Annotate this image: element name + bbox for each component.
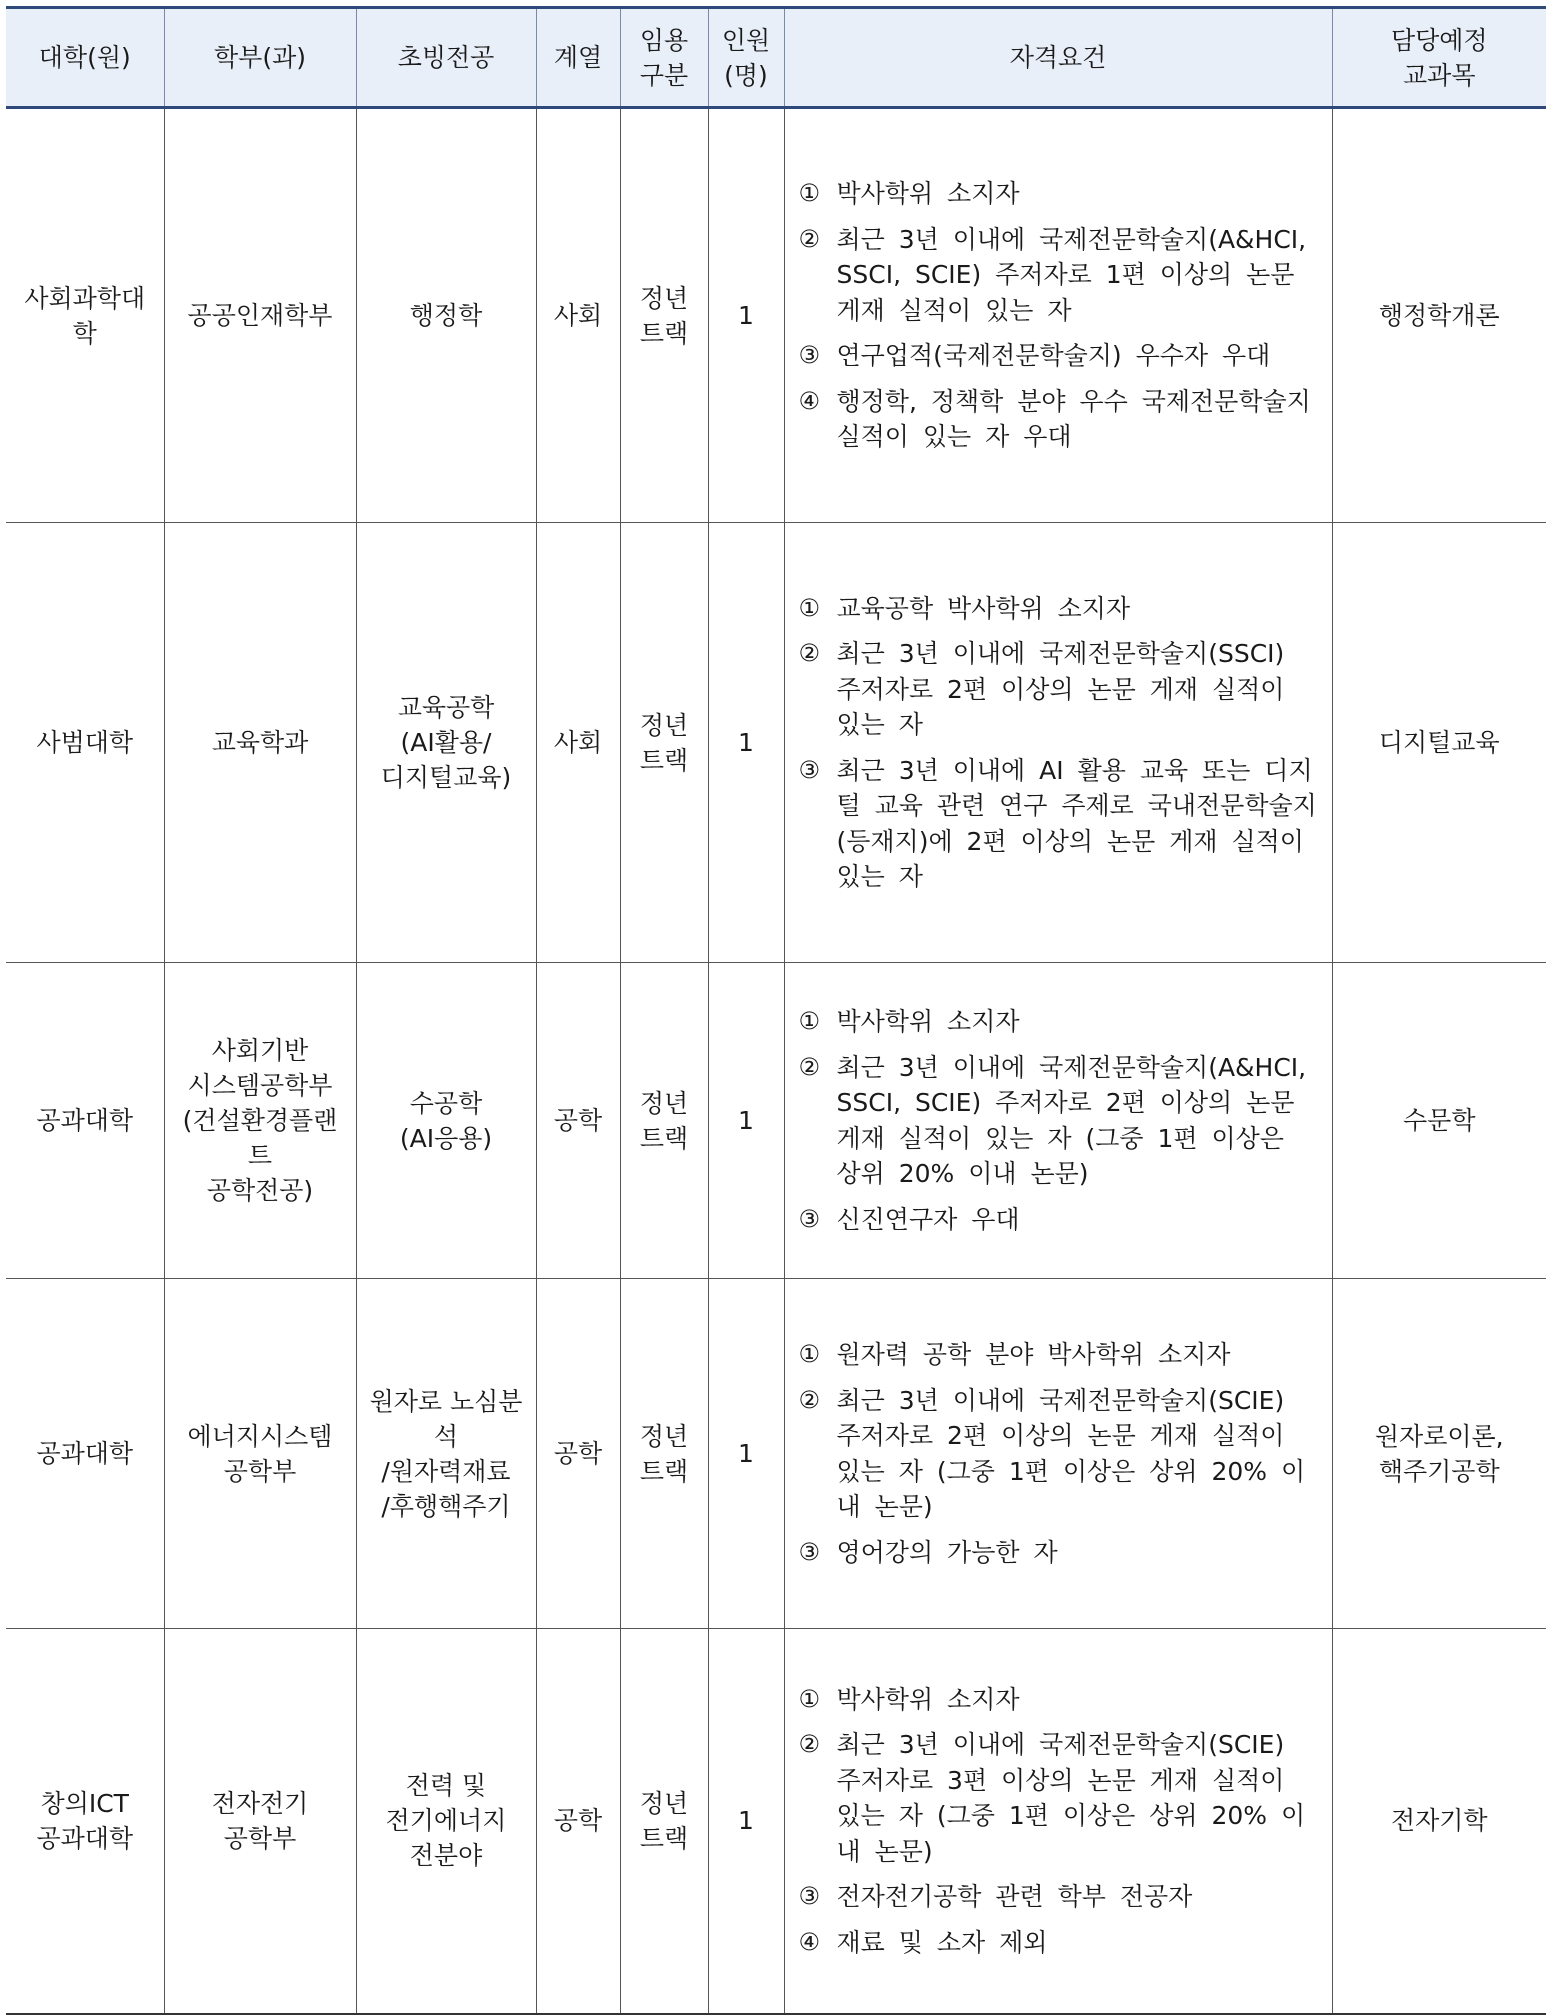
header-major: 초빙전공 xyxy=(356,8,536,108)
college-cell: 공과대학 xyxy=(6,963,164,1279)
header-type: 임용 구분 xyxy=(620,8,708,108)
qualification-item xyxy=(799,338,1318,374)
qualification-item xyxy=(799,1004,1318,1040)
qualification-text: 최근 3년 이내에 국제전문학술지(SCIE) 주저자로 3편 이상의 논문 게재 실적이 있는 자 (그중 1편 이상은 상위 20% 이내 논문) xyxy=(836,1730,1306,1866)
qualification-number: ② xyxy=(798,1385,821,1414)
qualification-number: ③ xyxy=(798,1204,821,1233)
qualification-text: 행정학, 정책학 분야 우수 국제전문학술지 실적이 있는 자 우대 xyxy=(836,386,1311,452)
header-college: 대학(원) xyxy=(6,8,164,108)
qualification-item xyxy=(799,222,1318,329)
headcount-cell: 1 xyxy=(708,108,784,523)
qualification-item xyxy=(799,1050,1318,1192)
qualification-text: 박사학위 소지자 xyxy=(836,179,1020,209)
college-cell: 사회과학대학 xyxy=(6,108,164,523)
field-cell: 사회 xyxy=(536,108,620,523)
qualification-text: 최근 3년 이내에 AI 활용 교육 또는 디지털 교육 관련 연구 주제로 국내전문학술지(등재지)에 2편 이상의 논문 게재 실적이 있는 자 xyxy=(836,755,1317,891)
field-cell: 공학 xyxy=(536,963,620,1279)
header-subjects: 담당예정 교과목 xyxy=(1332,8,1546,108)
subjects-cell: 전자기학 xyxy=(1332,1629,1546,2014)
subjects-cell: 원자로이론, 핵주기공학 xyxy=(1332,1279,1546,1629)
college-cell: 공과대학 xyxy=(6,1279,164,1629)
header-count: 인원 (명) xyxy=(708,8,784,108)
qualification-text: 신진연구자 우대 xyxy=(836,1204,1020,1234)
qualification-item xyxy=(799,1337,1318,1373)
qualifications-cell xyxy=(784,963,1332,1279)
qualification-number: ② xyxy=(798,224,821,253)
field-cell: 사회 xyxy=(536,523,620,963)
appointment-type-cell: 정년 트랙 xyxy=(620,108,708,523)
qualification-item xyxy=(799,1727,1318,1869)
qualification-text: 박사학위 소지자 xyxy=(836,1007,1020,1036)
qualifications-cell xyxy=(784,1279,1332,1629)
qualification-item xyxy=(799,1925,1318,1961)
qualification-number: ① xyxy=(798,1007,821,1035)
qualification-number: ④ xyxy=(798,386,821,415)
headcount-cell: 1 xyxy=(708,1629,784,2014)
college-cell: 사범대학 xyxy=(6,523,164,963)
qualification-number: ③ xyxy=(798,1537,821,1566)
qualification-item xyxy=(799,636,1318,743)
qualification-text: 최근 3년 이내에 국제전문학술지(A&HCI, SSCI, SCIE) 주저자로 1편 이상의 논문 게재 실적이 있는 자 xyxy=(836,224,1307,325)
qualification-text: 연구업적(국제전문학술지) 우수자 우대 xyxy=(836,341,1271,371)
qualification-number: ② xyxy=(798,639,821,667)
header-qualifications: 자격요건 xyxy=(784,8,1332,108)
qualification-number: ③ xyxy=(798,1882,821,1910)
qualification-text: 전자전기공학 관련 학부 전공자 xyxy=(836,1882,1193,1911)
appointment-type-cell: 정년 트랙 xyxy=(620,1629,708,2014)
qualification-text: 최근 3년 이내에 국제전문학술지(SCIE) 주저자로 2편 이상의 논문 게재 실적이 있는 자 (그중 1편 이상은 상위 20% 이내 논문) xyxy=(836,1385,1306,1521)
appointment-type-cell: 정년 트랙 xyxy=(620,963,708,1279)
appointment-type-cell: 정년 트랙 xyxy=(620,1279,708,1629)
header-department: 학부(과) xyxy=(164,8,356,108)
qualification-text: 박사학위 소지자 xyxy=(836,1684,1020,1714)
qualification-number: ③ xyxy=(798,755,821,784)
headcount-cell: 1 xyxy=(708,1279,784,1629)
qualification-number: ④ xyxy=(798,1927,821,1956)
table-row xyxy=(6,963,1546,1279)
recruitment-table xyxy=(6,6,1546,2015)
qualification-item xyxy=(799,1535,1318,1571)
major-cell: 원자로 노심분석 /원자력재료 /후행핵주기 xyxy=(356,1279,536,1629)
qualification-text: 교육공학 박사학위 소지자 xyxy=(836,593,1131,623)
qualification-text: 최근 3년 이내에 국제전문학술지(A&HCI, SSCI, SCIE) 주저자로 2편 이상의 논문 게재 실적이 있는 자 (그중 1편 이상은 상위 20% 이내 논문) xyxy=(836,1052,1307,1188)
field-cell: 공학 xyxy=(536,1629,620,2014)
appointment-type-cell: 정년 트랙 xyxy=(620,523,708,963)
qualification-item xyxy=(799,1383,1318,1525)
department-cell: 교육학과 xyxy=(164,523,356,963)
qualification-item xyxy=(799,591,1318,627)
major-cell: 수공학 (AI응용) xyxy=(356,963,536,1279)
field-cell: 공학 xyxy=(536,1279,620,1629)
headcount-cell: 1 xyxy=(708,523,784,963)
qualification-text: 최근 3년 이내에 국제전문학술지(SSCI) 주저자로 2편 이상의 논문 게재 실적이 있는 자 xyxy=(836,639,1285,739)
qualification-item xyxy=(799,1682,1318,1718)
qualification-item xyxy=(799,1879,1318,1915)
qualifications-cell xyxy=(784,523,1332,963)
header-row xyxy=(6,8,1546,108)
qualification-item xyxy=(799,753,1318,895)
major-cell: 교육공학 (AI활용/ 디지털교육) xyxy=(356,523,536,963)
qualification-item xyxy=(799,176,1318,212)
qualification-text: 재료 및 소자 제외 xyxy=(836,1927,1048,1957)
department-cell: 에너지시스템 공학부 xyxy=(164,1279,356,1629)
qualifications-cell xyxy=(784,1629,1332,2014)
qualification-number: ① xyxy=(798,1340,821,1368)
college-cell: 창의ICT 공과대학 xyxy=(6,1629,164,2014)
subjects-cell: 수문학 xyxy=(1332,963,1546,1279)
major-cell: 전력 및 전기에너지 전분야 xyxy=(356,1629,536,2014)
qualification-number: ② xyxy=(798,1052,821,1081)
major-cell: 행정학 xyxy=(356,108,536,523)
qualification-text: 원자력 공학 분야 박사학위 소지자 xyxy=(836,1340,1231,1369)
department-cell: 사회기반 시스템공학부 (건설환경플랜트 공학전공) xyxy=(164,963,356,1279)
table-row xyxy=(6,1279,1546,1629)
qualification-item xyxy=(799,1202,1318,1238)
department-cell: 전자전기 공학부 xyxy=(164,1629,356,2014)
qualification-number: ① xyxy=(798,593,821,622)
qualification-item xyxy=(799,384,1318,455)
header-field: 계열 xyxy=(536,8,620,108)
qualification-number: ③ xyxy=(798,341,821,370)
qualification-text: 영어강의 가능한 자 xyxy=(836,1537,1058,1567)
qualification-number: ① xyxy=(798,179,821,208)
subjects-cell: 행정학개론 xyxy=(1332,108,1546,523)
table-row xyxy=(6,108,1546,523)
qualification-number: ① xyxy=(798,1684,821,1713)
department-cell: 공공인재학부 xyxy=(164,108,356,523)
qualifications-cell xyxy=(784,108,1332,523)
qualification-number: ② xyxy=(798,1730,821,1758)
table-row xyxy=(6,1629,1546,2014)
subjects-cell: 디지털교육 xyxy=(1332,523,1546,963)
table-row xyxy=(6,523,1546,963)
headcount-cell: 1 xyxy=(708,963,784,1279)
